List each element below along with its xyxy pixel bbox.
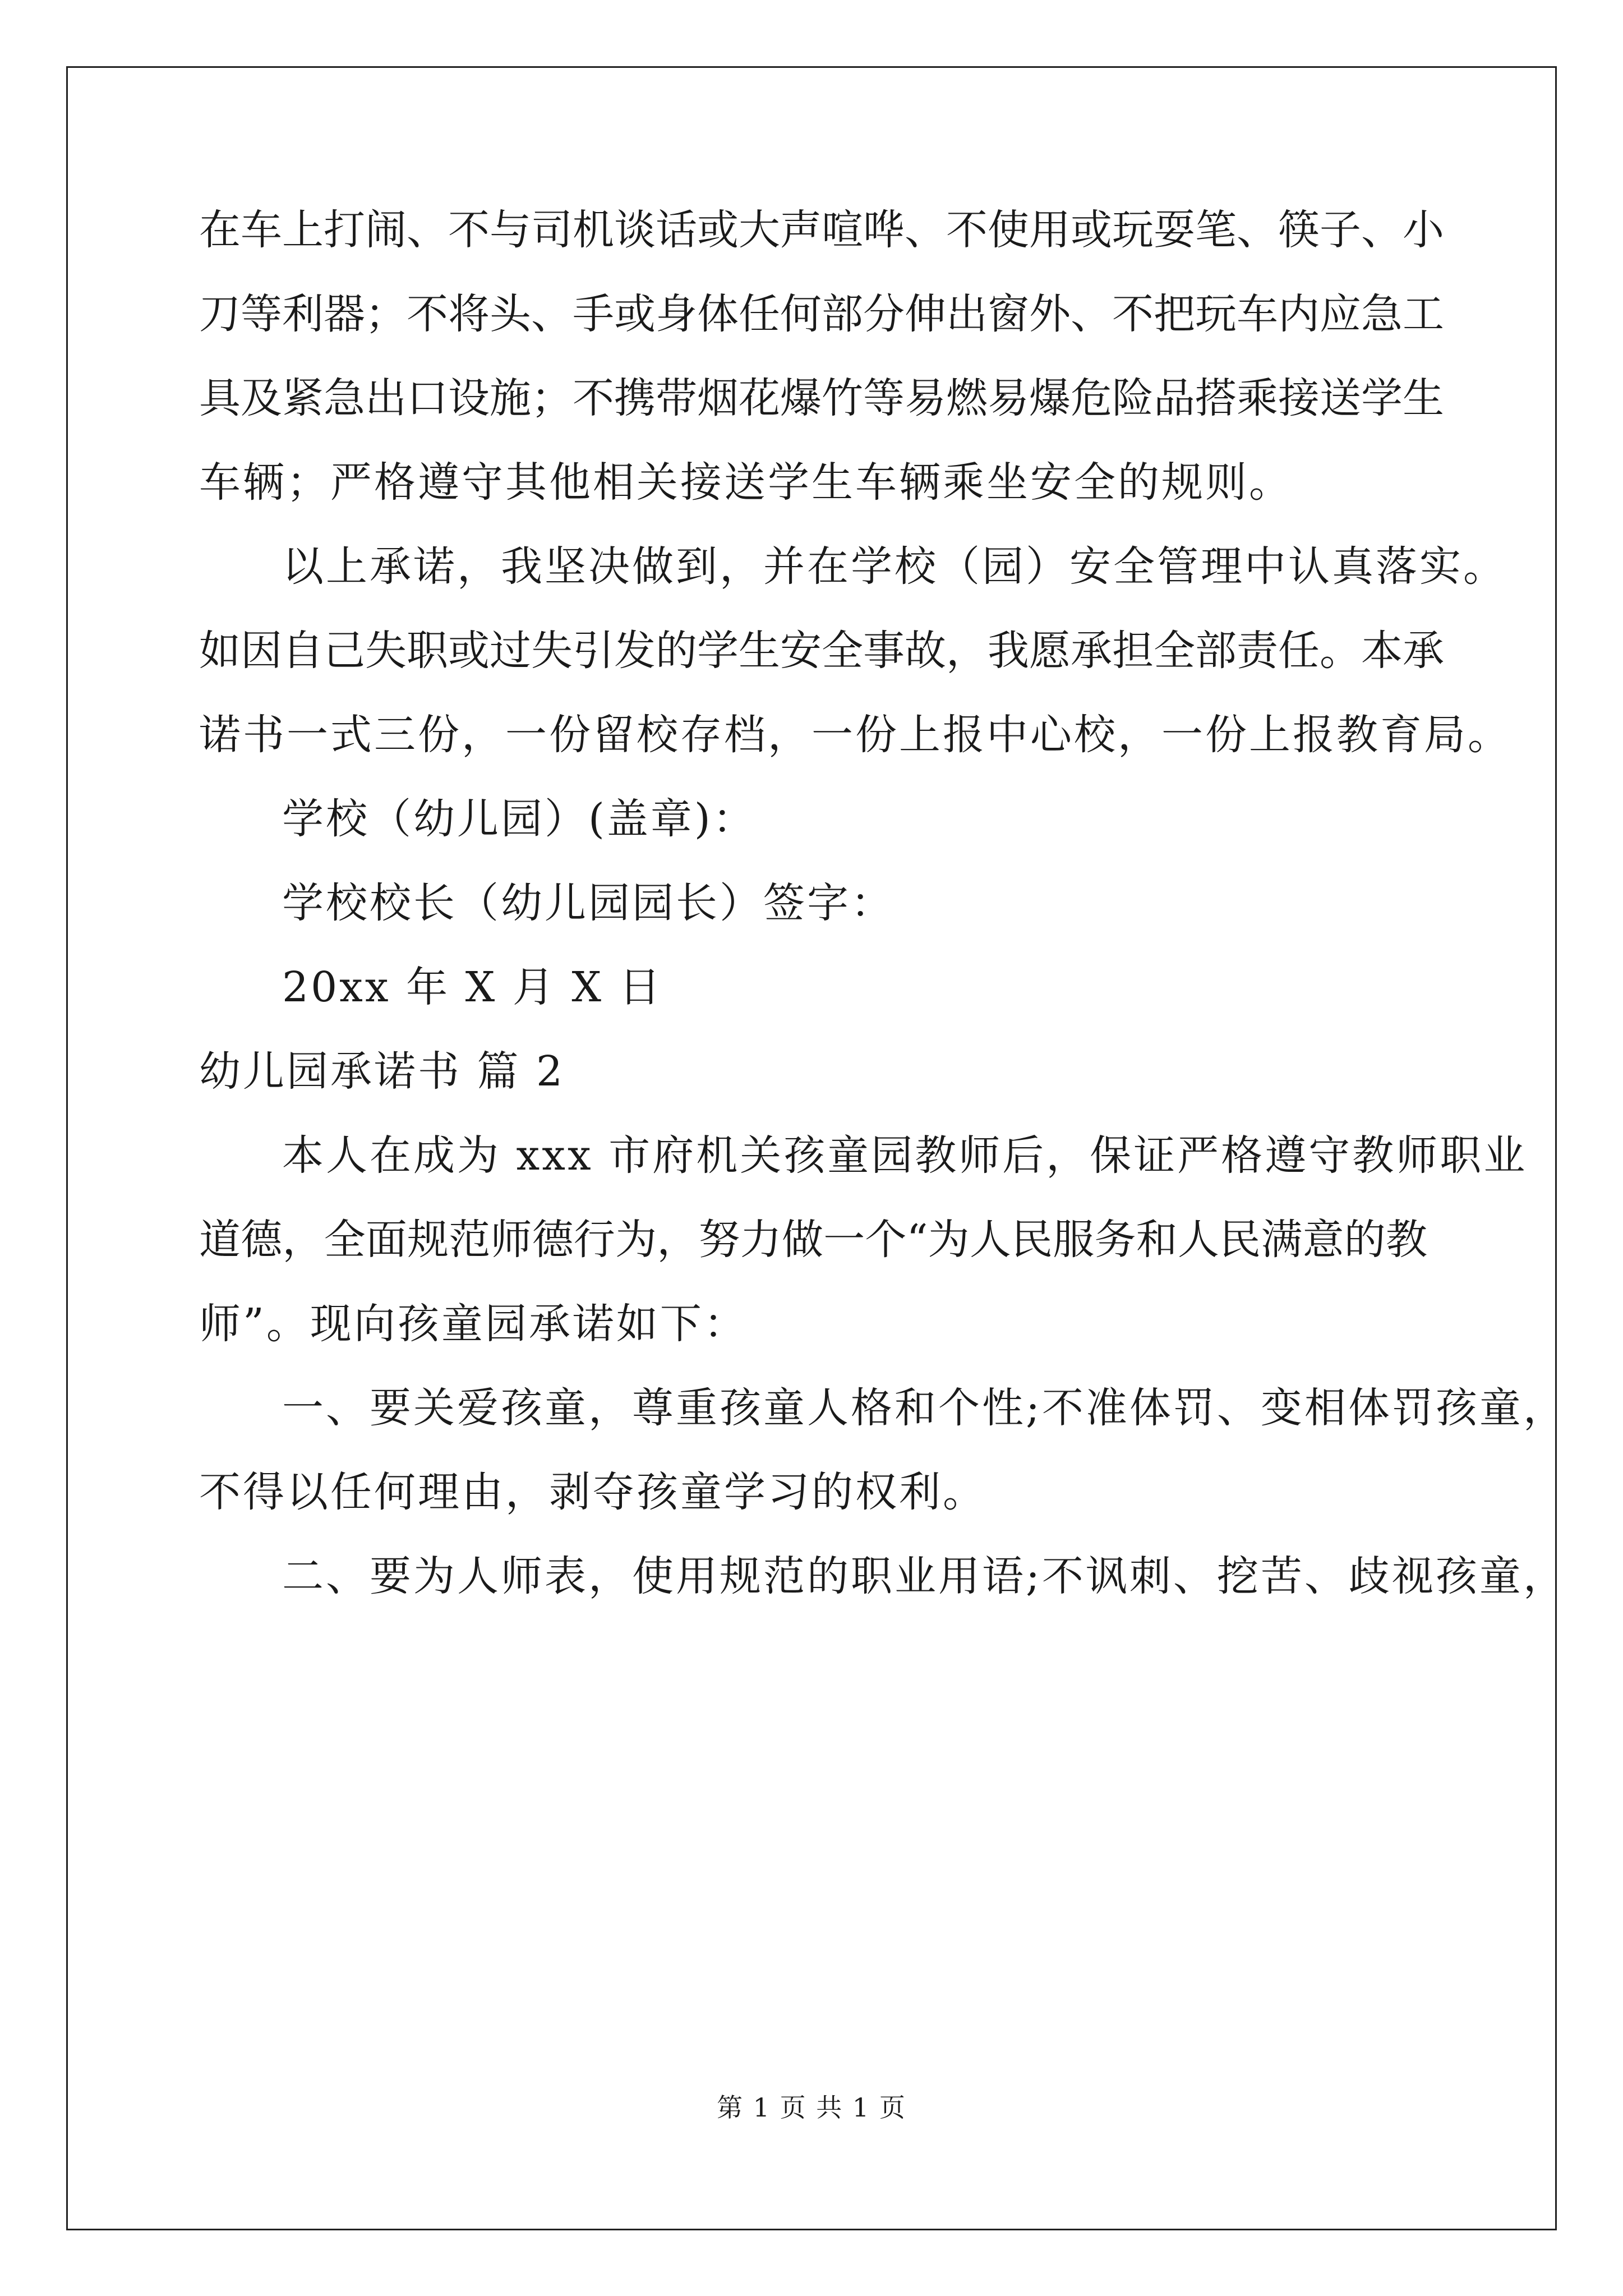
body-line-1: 在车上打闹、不与司机谈话或大声喧哗、不使用或玩耍笔、筷子、小 [199,206,1444,254]
body-line-6: 如因自己失职或过失引发的学生安全事故，我愿承担全部责任。本承 [199,627,1444,675]
body-line-13: 道德，全面规范师德行为，努力做一个“为人民服务和人民满意的教 [199,1216,1427,1264]
body-line-12: 本人在成为 xxx 市府机关孩童园教师后，保证严格遵守教师职业 [282,1131,1528,1180]
body-line-3: 具及紧急出口设施；不携带烟花爆竹等易燃易爆危险品搭乘接送学生 [199,374,1444,422]
section-heading: 幼儿园承诺书 篇 2 [199,1047,565,1096]
body-line-14: 师”。现向孩童园承诺如下： [199,1300,748,1348]
page-footer: 第 1 页 共 1 页 [717,2092,906,2123]
body-line-16: 不得以任何理由，剥夺孩童学习的权利。 [199,1468,986,1516]
body-line-15: 一、要关爱孩童，尊重孩童人格和个性;不准体罚、变相体罚孩童， [282,1384,1567,1432]
body-line-4: 车辆；严格遵守其他相关接送学生车辆乘坐安全的规则。 [199,458,1293,507]
seal-line: 学校（幼儿园）(盖章)： [282,795,757,843]
body-line-7: 诺书一式三份，一份留校存档，一份上报中心校，一份上报教育局。 [199,711,1511,759]
body-line-5: 以上承诺，我坚决做到，并在学校（园）安全管理中认真落实。 [282,542,1507,591]
date-line: 20xx 年 X 月 X 日 [282,963,663,1011]
body-line-17: 二、要为人师表，使用规范的职业用语;不讽刺、挖苦、歧视孩童， [282,1552,1567,1600]
body-line-2: 刀等利器；不将头、手或身体任何部分伸出窗外、不把玩车内应急工 [199,290,1444,338]
signature-line: 学校校长（幼儿园园长）签字： [282,879,895,927]
